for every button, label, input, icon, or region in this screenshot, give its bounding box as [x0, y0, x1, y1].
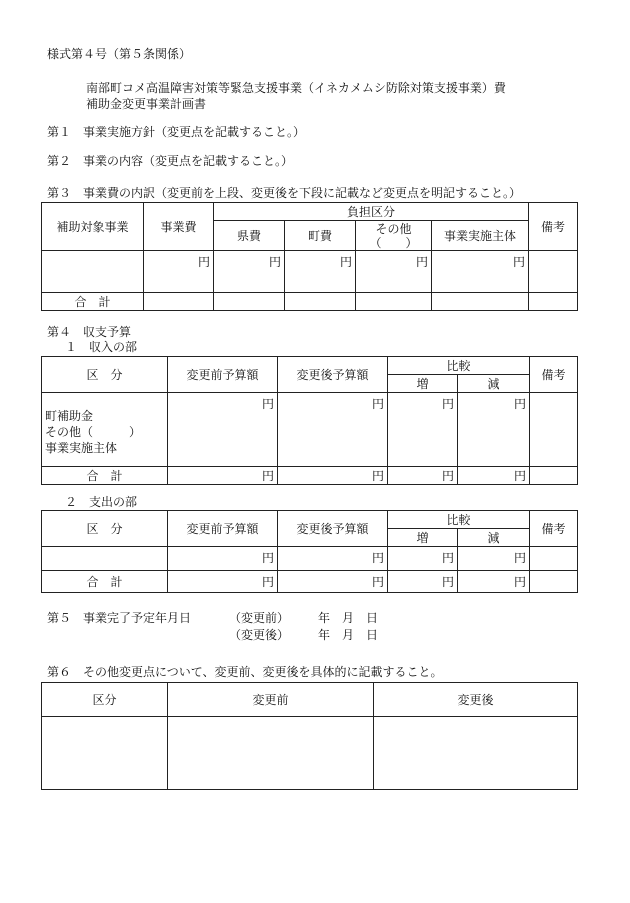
income-item: その他（ ）	[45, 424, 142, 439]
section4-heading: 第４ 収支予算	[47, 325, 132, 339]
expense-total-before-yen: 円	[168, 571, 278, 593]
income-col-category: 区 分	[42, 357, 168, 393]
completion-before-date: 年 月 日	[318, 611, 379, 625]
form-number: 様式第４号（第５条関係）	[47, 47, 192, 61]
expense-decrease-yen: 円	[458, 547, 530, 571]
cell-project	[42, 251, 144, 293]
cell-pref-yen: 円	[214, 251, 285, 293]
cell-town-yen: 円	[285, 251, 356, 293]
table-row	[42, 547, 578, 571]
section6-heading: 第６ その他変更点について、変更前、変更後を具体的に記載すること。	[47, 665, 443, 679]
income-total-after-yen: 円	[278, 467, 388, 485]
expense-col-after: 変更後予算額	[278, 511, 388, 547]
expense-item	[42, 547, 168, 571]
expense-table	[41, 510, 578, 593]
expense-col-decrease: 減	[458, 529, 530, 547]
expense-after-yen: 円	[278, 547, 388, 571]
income-total-decrease-yen: 円	[458, 467, 530, 485]
col-pref: 県費	[214, 221, 285, 251]
table-row	[42, 717, 578, 790]
changes-col-category: 区分	[42, 683, 168, 717]
col-town: 町費	[285, 221, 356, 251]
income-items	[42, 393, 168, 467]
cell-cost-yen: 円	[144, 251, 214, 293]
other-changes-table	[41, 682, 578, 790]
col-operator: 事業実施主体	[432, 221, 529, 251]
section2-heading: 第２ 事業の内容（変更点を記載すること。）	[47, 154, 294, 168]
cost-breakdown-table	[41, 202, 578, 311]
changes-col-after: 変更後	[374, 683, 578, 717]
cell-operator-yen: 円	[432, 251, 529, 293]
income-col-increase: 増	[388, 375, 458, 393]
expense-col-increase: 増	[388, 529, 458, 547]
col-other-paren: （ ）	[369, 235, 418, 250]
section1-heading: 第１ 事業実施方針（変更点を記載すること。）	[47, 125, 306, 139]
changes-col-before: 変更前	[168, 683, 374, 717]
section5-heading: 第５ 事業完了予定年月日	[47, 611, 192, 625]
expense-total-label: 合 計	[42, 571, 168, 593]
total-label: 合 計	[42, 293, 144, 311]
expense-before-yen: 円	[168, 547, 278, 571]
income-total-before-yen: 円	[168, 467, 278, 485]
completion-before-label: （変更前）	[229, 611, 290, 625]
income-col-decrease: 減	[458, 375, 530, 393]
income-item: 事業実施主体	[45, 440, 118, 455]
col-project: 補助対象事業	[42, 203, 144, 251]
document-title-line2: 補助金変更事業計画書	[86, 97, 207, 111]
expense-total-decrease-yen: 円	[458, 571, 530, 593]
income-col-compare: 比較	[388, 357, 530, 375]
table-row-total	[42, 467, 578, 485]
cell-notes	[529, 251, 578, 293]
income-total-increase-yen: 円	[388, 467, 458, 485]
expense-col-before: 変更前予算額	[168, 511, 278, 547]
income-increase-yen: 円	[388, 393, 458, 467]
income-item: 町補助金	[45, 408, 94, 423]
expense-heading: ２ 支出の部	[65, 495, 138, 509]
income-decrease-yen: 円	[458, 393, 530, 467]
document-title-line1: 南部町コメ高温障害対策等緊急支援事業（イネカメムシ防除対策支援事業）費	[86, 81, 506, 95]
expense-increase-yen: 円	[388, 547, 458, 571]
income-before-yen: 円	[168, 393, 278, 467]
col-burden: 負担区分	[214, 203, 529, 221]
table-row	[42, 393, 578, 467]
table-row	[42, 251, 578, 293]
table-row-total	[42, 571, 578, 593]
completion-after-date: 年 月 日	[318, 628, 379, 642]
income-total-label: 合 計	[42, 467, 168, 485]
col-other	[356, 221, 432, 251]
section3-heading: 第３ 事業費の内訳（変更前を上段、変更後を下段に記載など変更点を明記すること。）	[47, 186, 522, 200]
col-notes: 備考	[529, 203, 578, 251]
income-col-after: 変更後予算額	[278, 357, 388, 393]
expense-notes	[530, 547, 578, 571]
expense-col-compare: 比較	[388, 511, 530, 529]
income-table	[41, 356, 578, 485]
income-col-notes: 備考	[530, 357, 578, 393]
expense-total-increase-yen: 円	[388, 571, 458, 593]
expense-total-after-yen: 円	[278, 571, 388, 593]
table-row-total	[42, 293, 578, 311]
cell-other-yen: 円	[356, 251, 432, 293]
expense-col-category: 区 分	[42, 511, 168, 547]
col-cost: 事業費	[144, 203, 214, 251]
completion-after-label: （変更後）	[229, 628, 290, 642]
expense-col-notes: 備考	[530, 511, 578, 547]
income-notes	[530, 393, 578, 467]
income-after-yen: 円	[278, 393, 388, 467]
col-other-label: その他	[375, 221, 412, 236]
income-col-before: 変更前予算額	[168, 357, 278, 393]
income-heading: １ 収入の部	[65, 340, 138, 354]
